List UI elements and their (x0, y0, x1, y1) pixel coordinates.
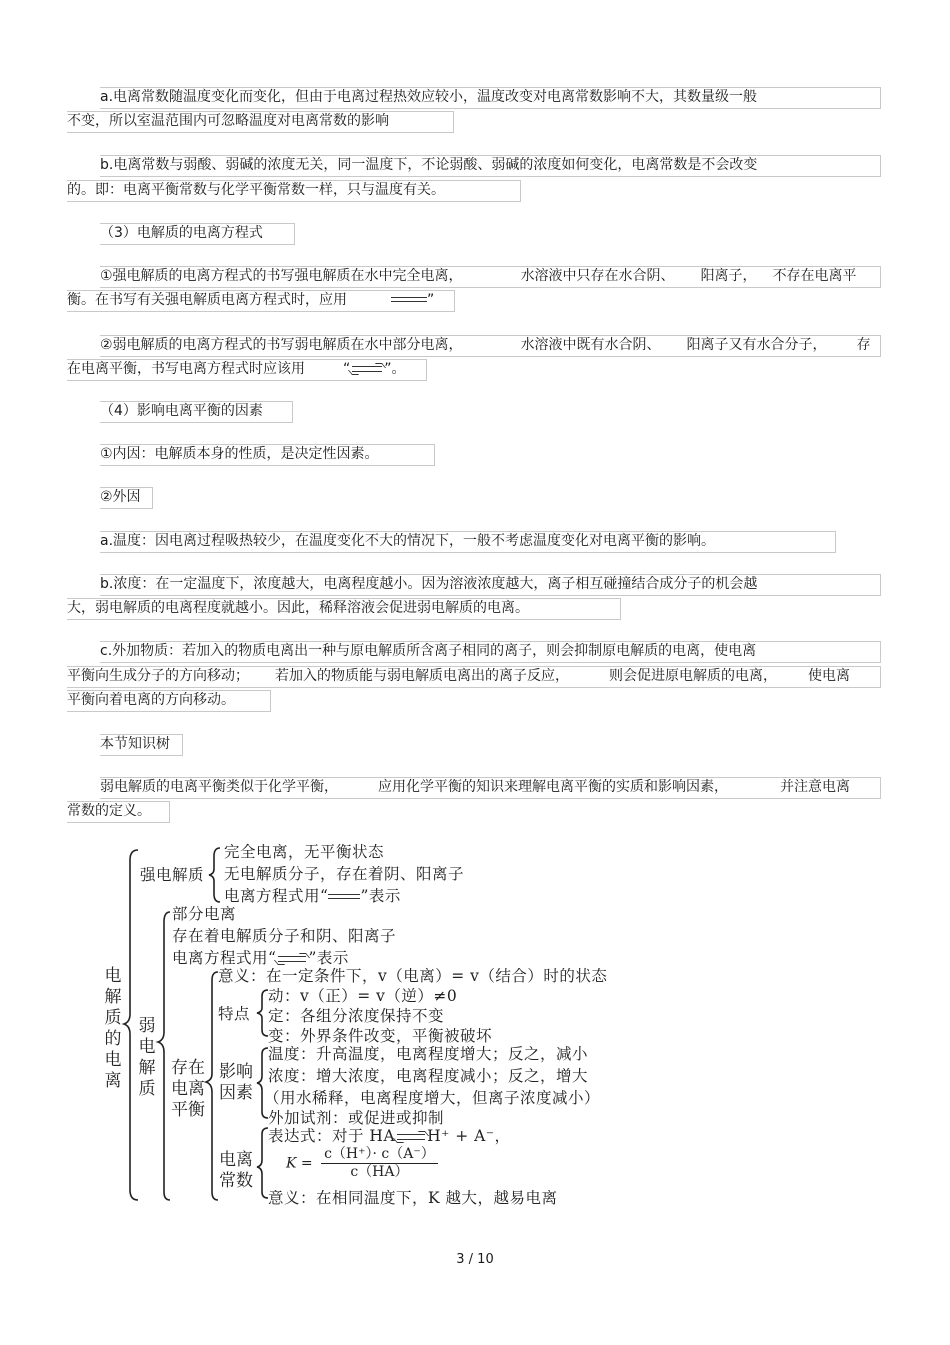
factor-conc-item: 浓度：增大浓度，电离程度减小；反之，增大 (268, 1067, 589, 1085)
factor-reagent-item: 外加试剂：或促进或抑制 (268, 1109, 445, 1127)
summary-line2: 常数的定义。 (67, 803, 151, 819)
feature-dynamic: 动：v（正）= v（逆）≠0 (268, 987, 458, 1005)
constant-expr-a: 表达式：对于 HA (268, 1127, 396, 1145)
constant-expression (268, 1126, 511, 1146)
strong-eq-text-d: 不存在电离平 (772, 268, 857, 284)
weak-item-3-a: 电离方程式用“ (172, 949, 277, 967)
weak-item-2: 存在着电解质分子和阴、阳离子 (172, 927, 397, 945)
factor-concentration-line1: b.浓度：在一定温度下，浓度越大，电离程度越小。因为溶液浓度越大，离子相互碰撞结合成分子的机会越 (100, 576, 758, 592)
strong-label: 强电解质 (140, 866, 205, 884)
para-b-line1: b.电离常数与弱酸、弱碱的浓度无关，同一温度下，不论弱酸、弱碱的浓度如何变化，电离常数是不会改变 (100, 157, 758, 173)
additive-text-a: 平衡向生成分子的方向移动； (67, 668, 249, 684)
strong-eq-text-c: 阳离子， (700, 268, 757, 284)
factor-additive-line3: 平衡向着电离的方向移动。 (67, 692, 235, 708)
constant-brace (257, 1128, 268, 1198)
weak-eq-text-g: ”。 (384, 361, 406, 377)
weak-label: 弱电解质 (138, 1016, 156, 1099)
weak-eq-text-e: 在电离平衡，书写电离方程式时应该用 (67, 361, 305, 377)
strong-eq-text-b: 水溶液中只存在水合阴、 (520, 268, 675, 284)
strong-item-3 (224, 886, 401, 906)
factor-temp-item: 温度：升高温度，电离程度增大；反之，减小 (268, 1045, 589, 1063)
strong-item-3-b: ”表示 (360, 887, 401, 905)
factors-label: 影响因素 (219, 1062, 253, 1103)
strong-eq-text-a: ①强电解质的电离方程式的书写强电解质在水中完全电离， (100, 268, 463, 284)
feature-change: 变：外界条件改变，平衡被破坏 (268, 1027, 493, 1045)
feature-fixed: 定：各组分浓度保持不变 (268, 1007, 445, 1025)
strong-item-1: 完全电离，无平衡状态 (224, 843, 385, 861)
tree-heading: 本节知识树 (100, 736, 170, 752)
fraction-denominator: c（HA） (350, 1164, 409, 1180)
constant-meaning: 意义：在相同温度下，K 越大，越易电离 (268, 1189, 558, 1207)
heading-3: （3）电解质的电离方程式 (100, 225, 263, 241)
reversible-arrow-icon (395, 1131, 427, 1143)
equilibrium-meaning: 意义：在一定条件下，v（电离）= v（结合）时的状态 (218, 967, 608, 985)
equilibrium-label: 存在电离平衡 (171, 1058, 205, 1120)
weak-eq-line2 (67, 360, 406, 378)
factor-additive-line2 (67, 667, 850, 685)
para-a-line2: 不变，所以室温范围内可忽略温度对电离常数的影响 (67, 113, 389, 129)
root-brace (124, 850, 138, 1200)
strong-eq-line1 (100, 267, 857, 285)
weak-eq-text-c: 阳离子又有水合分子， (686, 337, 827, 353)
additive-text-b: 若加入的物质能与弱电解质电离出的离子反应， (275, 668, 569, 684)
summary-text-b: 应用化学平衡的知识来理解电离平衡的实质和影响因素， (378, 779, 728, 795)
tree-root-label: 电解质的电离 (104, 966, 122, 1091)
weak-item-3-b: ”表示 (308, 949, 349, 967)
reversible-arrow-icon (350, 363, 384, 375)
summary-line1 (100, 778, 850, 796)
weak-eq-text-a: ②弱电解质的电离方程式的书写弱电解质在水中部分电离， (100, 337, 463, 353)
weak-eq-text-f: “ (343, 361, 351, 377)
constant-k-symbol: K = (286, 1155, 313, 1172)
weak-item-3 (172, 948, 349, 968)
constant-fraction (321, 1146, 438, 1181)
features-label: 特点 (218, 1005, 251, 1023)
factor-concentration-line2: 大，弱电解质的电离程度就越小。因此，稀释溶液会促进弱电解质的电离。 (67, 600, 529, 616)
strong-eq-line2 (67, 291, 434, 309)
summary-text-c: 并注意电离 (780, 779, 850, 795)
factor-dilution-note: （用水稀释，电离程度增大，但离子浓度减小） (264, 1089, 601, 1107)
additive-text-d: 使电离 (808, 668, 850, 684)
equilibrium-brace (206, 972, 218, 1200)
strong-brace (209, 848, 220, 902)
weak-eq-text-d: 存 (856, 337, 871, 353)
fraction-numerator: c（H⁺）· c（A⁻） (321, 1146, 438, 1164)
strong-eq-text-f: ” (427, 292, 435, 308)
factor-additive-line1: c.外加物质：若加入的物质电离出一种与原电解质所含离子相同的离子，则会抑制原电解质的电离，使电离 (100, 643, 757, 659)
strong-eq-text-e: 衡。在书写有关强电解质电离方程式时，应用 (67, 292, 347, 308)
factor-temperature: a.温度：因电离过程吸热较少，在温度变化不大的情况下，一般不考虑温度变化对电离平衡的影响。 (100, 533, 716, 549)
equals-sign-icon (391, 294, 427, 306)
weak-eq-line1 (100, 336, 871, 354)
weak-brace (158, 912, 170, 1200)
internal-cause: ①内因：电解质本身的性质，是决定性因素。 (100, 446, 379, 462)
additive-text-c: 则会促进原电解质的电离， (609, 668, 777, 684)
weak-item-1: 部分电离 (172, 905, 237, 923)
strong-item-2: 无电解质分子，存在着阴、阳离子 (224, 865, 465, 883)
para-a-line1: a.电离常数随温度变化而变化，但由于电离过程热效应较小，温度改变对电离常数影响不大，其数量级一般 (100, 89, 758, 105)
constant-label: 电离常数 (219, 1150, 253, 1191)
summary-text-a: 弱电解质的电离平衡类似于化学平衡， (100, 779, 338, 795)
weak-eq-text-b: 水溶液中既有水合阴、 (520, 337, 661, 353)
strong-item-3-a: 电离方程式用“ (224, 887, 329, 905)
constant-expr-b: H⁺ + A⁻， (427, 1127, 511, 1145)
knowledge-tree (100, 836, 620, 1216)
page-number: 3 / 10 (456, 1252, 494, 1267)
heading-4: （4）影响电离平衡的因素 (100, 403, 263, 419)
equals-sign-icon (328, 891, 360, 903)
constant-formula (286, 1146, 438, 1181)
para-b-line2: 的。即：电离平衡常数与化学平衡常数一样，只与温度有关。 (67, 182, 445, 198)
external-cause: ②外因 (100, 489, 141, 505)
reversible-arrow-icon (276, 953, 308, 965)
features-brace (257, 990, 268, 1036)
